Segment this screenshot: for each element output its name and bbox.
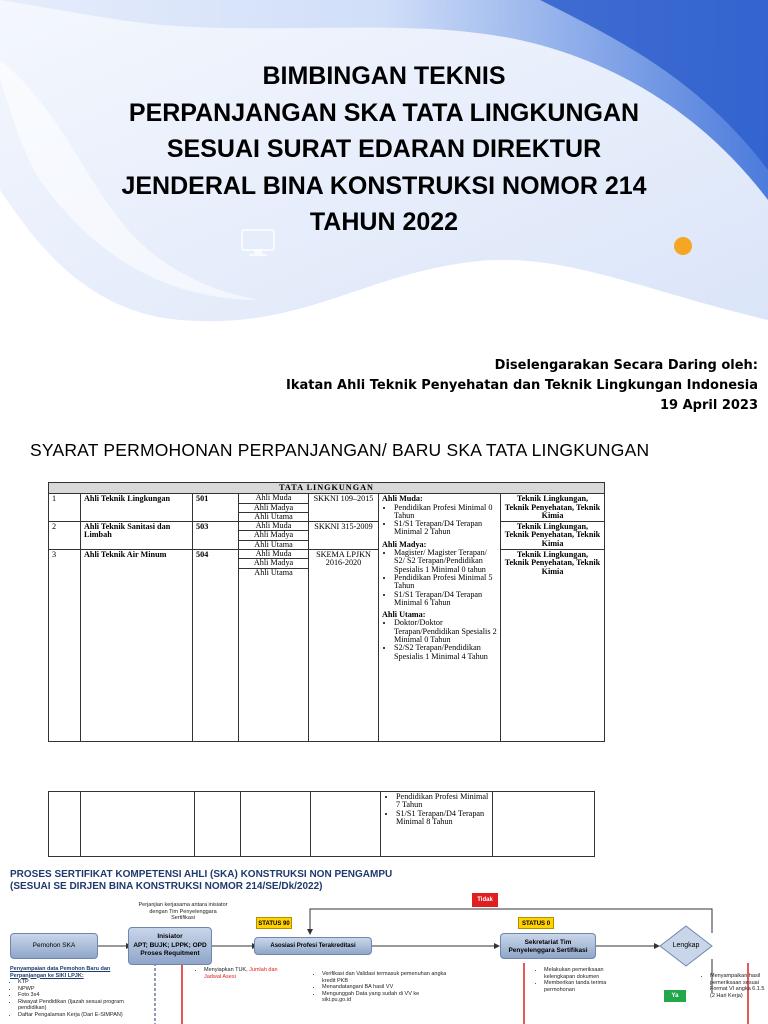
status-0-badge: STATUS 0 [518,917,554,929]
monitor-icon [240,228,276,258]
requirement-item: • Pendidikan Profesi Minimal 7 Tahun [396,793,489,810]
agreement-note: Perjanjian kerjasama antara inisiator dengan Tim Penyelenggara Sertifikasi [138,902,228,921]
row-standard: SKEMA LPJKN 2016-2020 [309,550,379,742]
row-name: Ahli Teknik Sanitasi dan Limbah [81,522,193,550]
inisiator-body: APT; BUJK; LPPK; OPD [133,941,207,949]
inisiator-note-text: Menyiapkan TUK, [204,967,248,973]
row-code: 501 [193,494,239,522]
inisiator-note-item [204,967,296,980]
inisiator-note-red: Jumlah dan Jadwal Asesi [204,967,278,980]
continuation-table [48,791,594,857]
level-madya: Ahli Madya [239,531,308,540]
lengkap-notes [702,973,768,999]
row-number: 2 [49,522,81,550]
pemohon-note-item: • Daftar Pengalaman Kerja (Dari E-SIMPAN) [18,1012,140,1019]
requirement-item: • Doktor/Doktor Terapan/Pendidikan Spesialis 2 Minimal 0 Tahun [394,619,497,644]
row-code: 503 [193,522,239,550]
ya-badge: Ya [664,990,686,1002]
requirement-item: • S1/S1 Terapan/D4 Terapan Minimal 2 Tahun [394,520,497,537]
inisiator-notes [196,967,296,980]
level-utama: Ahli Utama [254,511,293,521]
title-slide [0,0,768,413]
level-utama: Ahli Utama [254,539,293,549]
title-line: JENDERAL BINA KONSTRUKSI NOMOR 214 [121,171,647,200]
asosiasi-note-item: • Verifikasi dan Validasi termasuk pemenuhan angka kredit PKB [322,971,448,984]
asosiasi-note-item: • Mengunggah Data yang sudah di VV ke siki.pu.go.id [322,991,448,1004]
pemohon-note-title: Penyampaian data Pemohon Baru dan Perpanjangan ke SIKI LPJK: [10,966,111,979]
table-row [49,494,605,522]
pemohon-note-item: • Foto 3x4 [18,992,140,999]
level-muda: Ahli Muda [239,522,308,531]
inisiator-sub: Proses Requitment [140,950,200,957]
row-education: Teknik Lingkungan, Teknik Penyehatan, Teknik Kimia [501,494,605,522]
process-title-line: PROSES SERTIFIKAT KOMPETENSI AHLI (SKA) KONSTRUKSI NON PENGAMPU [10,869,393,880]
requirement-item: • Pendidikan Profesi Minimal 5 Tahun [394,574,497,591]
requirement-item: • S2/S2 Terapan/Pendidikan Spesialis 1 Minimal 4 Tahun [394,644,497,661]
requirement-item: • S1/S1 Terapan/D4 Terapan Minimal 6 Tahun [394,591,497,608]
slide-title [0,58,768,241]
row-number: 3 [49,550,81,742]
pemohon-note-item: • Riwayat Pendidikan (Ijazah sesuai program pendidikan) [18,999,140,1012]
table-row [49,550,605,742]
title-line: PERPANJANGAN SKA TATA LINGKUNGAN [128,98,640,127]
requirements-cell [379,494,501,742]
organizer-line: Ikatan Ahli Teknik Penyehatan dan Teknik Lingkungan Indonesia [286,378,758,393]
level-muda: Ahli Muda [239,550,308,559]
requirements-table [48,482,604,784]
organizer-line: 19 April 2023 [659,398,758,413]
utama-label: Ahli Utama: [382,610,426,620]
accent-dot [674,237,692,255]
level-muda: Ahli Muda [239,494,308,503]
level-madya: Ahli Madya [239,559,308,568]
process-flowchart [0,893,768,1024]
organizer-line: Diselengarakan Secara Daring oleh: [494,358,758,373]
section-heading: SYARAT PERMOHONAN PERPANJANGAN/ BARU SKA TATA LINGKUNGAN [30,440,650,460]
process-title [10,869,392,893]
row-standard: SKKNI 315-2009 [309,522,379,550]
requirement-item: • S1/S1 Terapan/D4 Terapan Minimal 8 Tahun [396,810,489,827]
row-education: Teknik Lingkungan, Teknik Penyehatan, Teknik Kimia [501,550,605,742]
lengkap-note-item: • Menyampaikan hasil pemeriksaan sesuai Format VI angka 6.1.5 (2 Hari Kerja) [710,973,768,999]
continuation-cell [381,792,493,857]
sekretariat-note-item: • Melakukan pemeriksaan kelengkapan dokumen [544,967,626,980]
asosiasi-notes [314,971,448,1004]
title-line: BIMBINGAN TEKNIS [262,62,506,90]
row-name: Ahli Teknik Air Minum [81,550,193,742]
table-header: TATA LINGKUNGAN [49,483,605,494]
asosiasi-box: Asosiasi Profesi Terakreditasi [254,937,372,955]
requirement-item: • Pendidikan Profesi Minimal 0 Tahun [394,504,497,521]
organizer-block [286,356,758,416]
madya-label: Ahli Madya: [382,539,427,549]
row-name: Ahli Teknik Lingkungan [81,494,193,522]
requirement-item: • Magister/ Magister Terapan/ S2/ S2 Terapan/Pendidikan Spesialis 1 Minimal 0 tahun [394,549,497,574]
sekretariat-box: Sekretariat Tim Penyelenggara Sertifikasi [500,933,596,959]
table-row [49,522,605,550]
title-line: TAHUN 2022 [309,208,459,236]
sekretariat-note-item: • Memberikan tanda terima permohonan [544,980,626,993]
pemohon-notes [10,966,140,1018]
level-madya: Ahli Madya [239,504,308,513]
sekretariat-notes [536,967,626,993]
pemohon-note-item: • KTP [18,979,140,986]
title-line: SESUAI SURAT EDARAN DIREKTUR [166,135,602,163]
pemohon-note-item: • NPWP [18,986,140,993]
level-utama: Ahli Utama [254,567,293,577]
inisiator-box [128,927,212,965]
row-number: 1 [49,494,81,522]
row-education: Teknik Lingkungan, Teknik Penyehatan, Teknik Kimia [501,522,605,550]
muda-label: Ahli Muda: [382,494,423,504]
inisiator-title: Inisiator [157,933,183,940]
pemohon-ska-box: Pemohon SKA [10,933,98,959]
row-code: 504 [193,550,239,742]
asosiasi-note-item: • Menandatangani BA hasil VV [322,984,448,991]
status-90-badge: STATUS 90 [256,917,292,929]
row-standard: SKKNI 109–2015 [309,494,379,522]
tidak-badge: Tidak [472,893,498,907]
lengkap-decision: Lengkap [672,942,700,949]
process-title-line: (SESUAI SE DIRJEN BINA KONSTRUKSI NOMOR 214/SE/Dk/2022) [10,881,323,892]
